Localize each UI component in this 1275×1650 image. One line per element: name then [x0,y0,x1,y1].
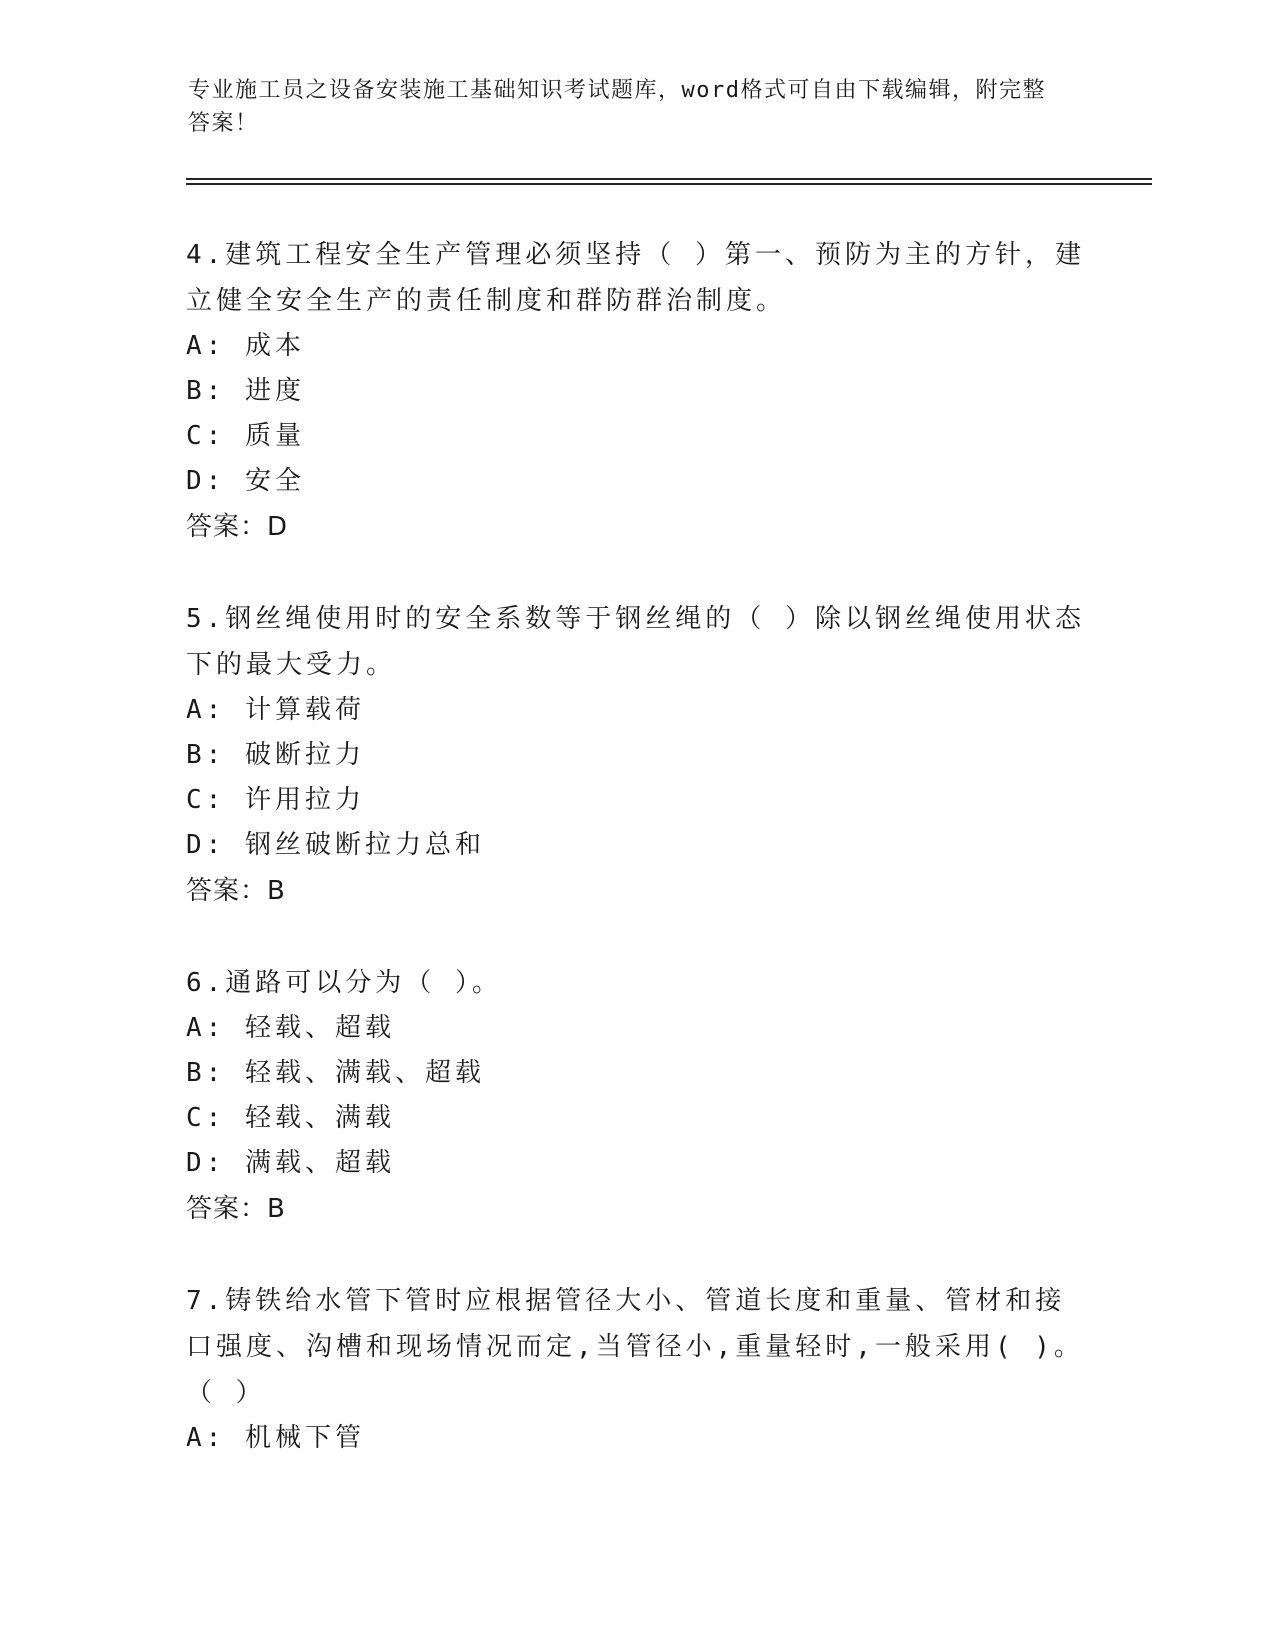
question-stem: 6.通路可以分为（ ）。 [186,968,502,998]
option-a: A: 轻载、超载 [186,1013,395,1043]
question-block [186,596,1086,914]
question-block [186,960,1086,1232]
option-a: A: 计算载荷 [186,695,365,725]
option-a: A: 成本 [186,331,305,361]
option-c: C: 轻载、满载 [186,1103,395,1133]
option-c: C: 质量 [186,421,305,451]
option-c: C: 许用拉力 [186,785,365,815]
question-stem: 5.钢丝绳使用时的安全系数等于钢丝绳的（ ）除以钢丝绳使用状态下的最大受力。 [186,604,1085,680]
option-b: B: 进度 [186,376,305,406]
answer-line: 答案：D [186,512,289,542]
question-block [186,1278,1086,1461]
answer-line: 答案：B [186,876,286,906]
question-block [186,232,1086,550]
option-d: D: 钢丝破断拉力总和 [186,830,485,860]
question-stem: 4.建筑工程安全生产管理必须坚持（ ）第一、预防为主的方针，建立健全安全生产的责任制度和群防群治制度。 [186,240,1085,316]
document-description: 专业施工员之设备安装施工基础知识考试题库，word格式可自由下载编辑，附完整答案！ [188,78,1046,136]
option-d: D: 安全 [186,466,305,496]
header-divider-top [186,178,1152,180]
option-a: A: 机械下管 [186,1423,365,1453]
option-d: D: 满载、超载 [186,1148,395,1178]
option-b: B: 破断拉力 [186,740,365,770]
header-divider-bottom [186,183,1152,185]
question-stem: 7.铸铁给水管下管时应根据管径大小、管道长度和重量、管材和接口强度、沟槽和现场情况而定,当管径小,重量轻时,一般采用( )。（ ） [186,1286,1084,1408]
option-b: B: 轻载、满载、超载 [186,1058,485,1088]
answer-line: 答案：B [186,1194,286,1224]
